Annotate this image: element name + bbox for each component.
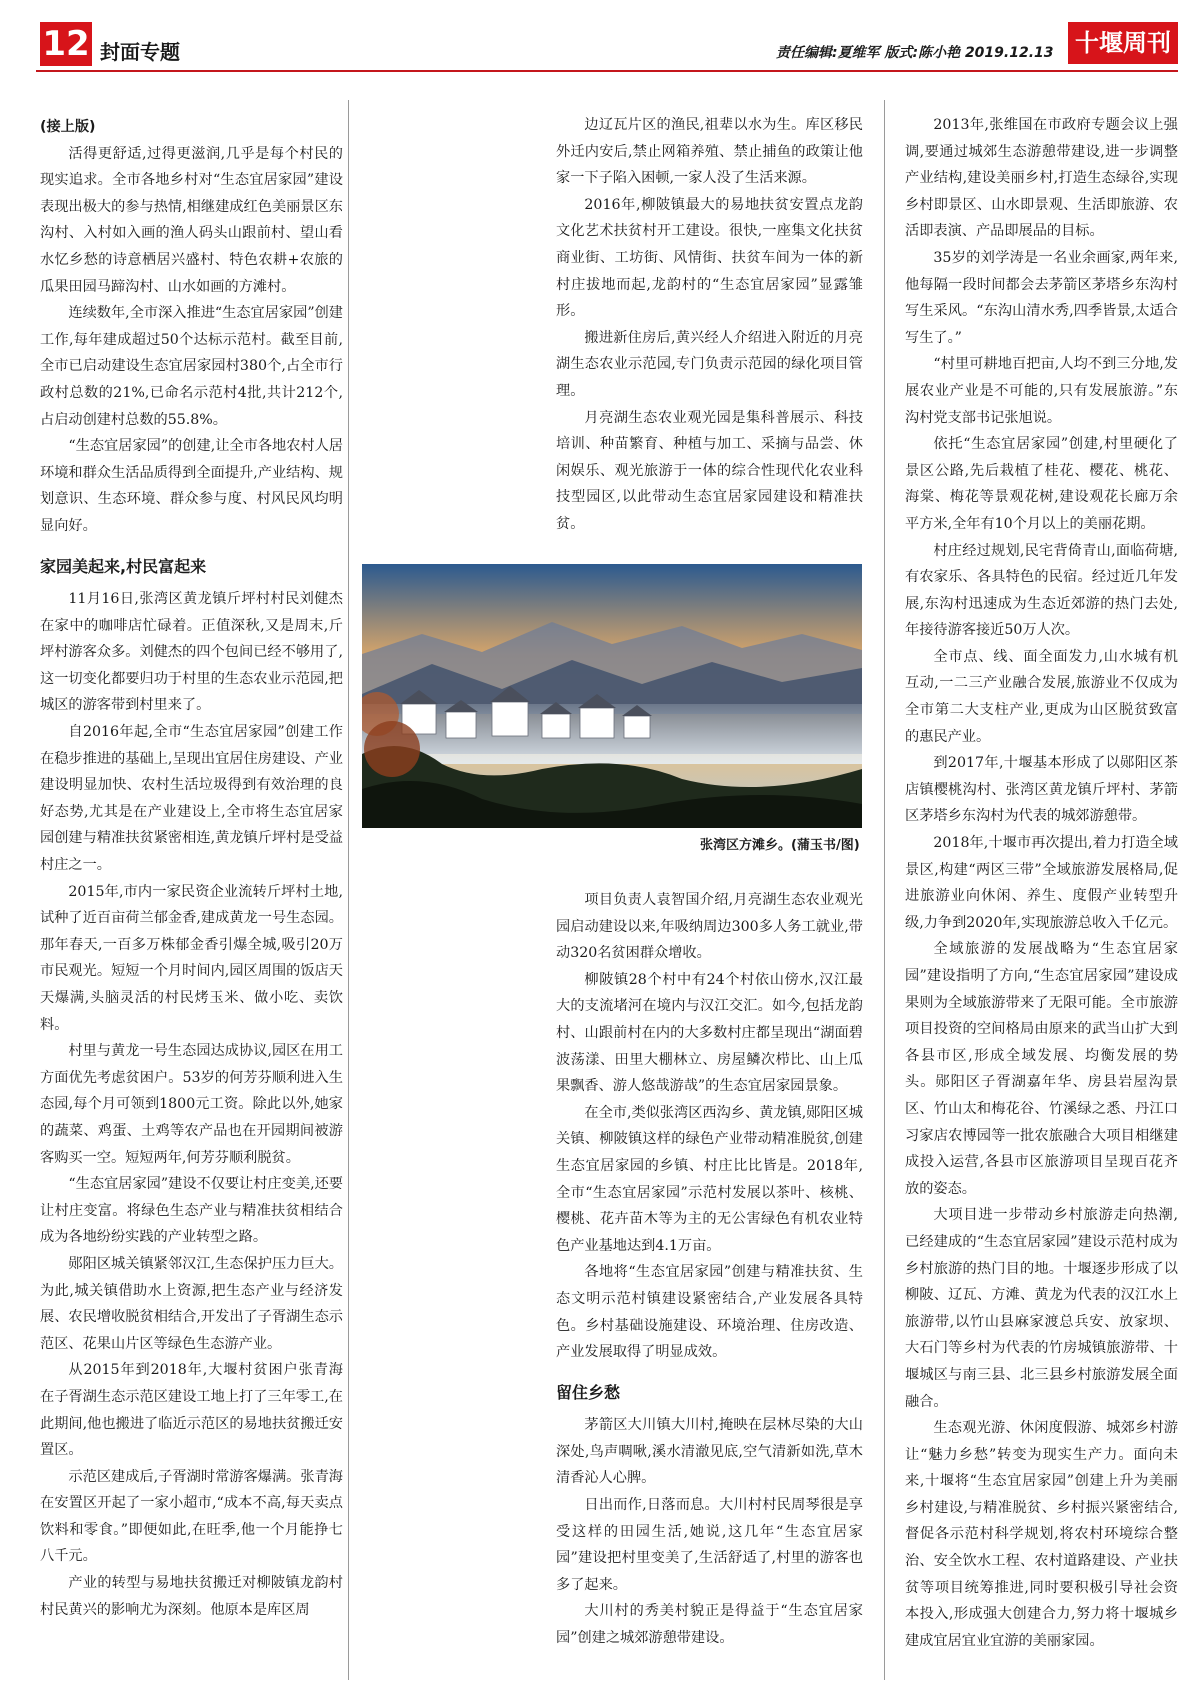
paragraph: 村里与黄龙一号生态园达成协议,园区在用工方面优先考虑贫困户。53岁的何芳芬顺利进入生态园,每个月可领到1800元工资。除此以外,她家的蔬菜、鸡蛋、土鸡等农产品也在开园期间被游客购买一空。短短两年,何芳芬顺利脱贫。 — [40, 1043, 343, 1166]
paragraph: 2015年,市内一家民资企业流转斤坪村土地,试种了近百亩荷兰郁金香,建成黄龙一号生态园。那年春天,一百多万株郁金香引爆全城,吸引20万市民观光。短短一个月时间内,园区周围的饭店天天爆满,头脑灵活的村民烤玉米、做小吃、卖饮料。 — [40, 883, 343, 1033]
column-3 — [905, 112, 1178, 1654]
paragraph: 11月16日,张湾区黄龙镇斤坪村村民刘健杰在家中的咖啡店忙碌着。正值深秋,又是周末,斤坪村游客众多。刘健杰的四个包间已经不够用了,这一切变化都要归功于村里的生态农业示范园,把城区的游客带到村里来了。 — [40, 591, 343, 714]
paragraph: 2018年,十堰市再次提出,着力打造全域景区,构建“两区三带”全域旅游发展格局,促进旅游业向休闲、养生、度假产业转型升级,力争到2020年,实现旅游总收入千亿元。 — [905, 835, 1178, 931]
paragraph: 搬进新住房后,黄兴经人介绍进入附近的月亮湖生态农业示范园,专门负责示范园的绿化项目管理。 — [556, 329, 863, 399]
column-divider — [884, 100, 885, 1680]
masthead-logo: 十堰周刊 — [1068, 22, 1178, 64]
paragraph: 活得更舒适,过得更滋润,几乎是每个村民的现实追求。全市各地乡村对“生态宜居家园”建设表现出极大的参与热情,相继建成红色美丽景区东沟村、入村如入画的渔人码头山跟前村、望山看水忆乡愁的诗意栖居兴盛村、特色农耕+农旅的瓜果田园马蹄沟村、山水如画的方滩村。 — [40, 145, 343, 295]
paragraph: 从2015年到2018年,大堰村贫困户张青海在子胥湖生态示范区建设工地上打了三年零工,在此期间,他也搬进了临近示范区的易地扶贫搬迁安置区。 — [40, 1362, 343, 1459]
continued-label: (接上版) — [40, 119, 96, 135]
column-2-top — [556, 112, 863, 538]
paragraph: 全域旅游的发展战略为“生态宜居家园”建设指明了方向,“生态宜居家园”建设成果则为全域旅游带来了无限可能。全市旅游项目投资的空间格局由原来的武当山扩大到各县市区,形成全域发展、均衡发展的势头。郧阳区子胥湖嘉年华、房县岩屋沟景区、竹山太和梅花谷、竹溪绿之悉、丹江口习家店农博园等一批农旅融合大项目相继建成投入运营,各县市区旅游项目呈现百花齐放的姿态。 — [905, 941, 1178, 1197]
photo-caption: 张湾区方滩乡。(蒲玉书/图) — [700, 838, 860, 853]
paragraph: 柳陂镇28个村中有24个村依山傍水,汉江最大的支流堵河在境内与汉江交汇。如今,包括龙韵村、山跟前村在内的大多数村庄都呈现出“湖面碧波荡漾、田里大棚林立、房屋鳞次栉比、山上瓜果飘香、游人悠哉游哉”的生态宜居家园景象。 — [556, 971, 863, 1095]
paragraph: 依托“生态宜居家园”创建,村里硬化了景区公路,先后栽植了桂花、樱花、桃花、海棠、梅花等景观花树,建设观花长廊万余平方米,全年有10个月以上的美丽花期。 — [905, 436, 1178, 532]
header-rule — [36, 70, 1178, 72]
paragraph: 自2016年起,全市“生态宜居家园”创建工作在稳步推进的基础上,呈现出宜居住房建设、产业建设明显加快、农村生活垃圾得到有效治理的良好态势,尤其是在产业建设上,全市将生态宜居家园创建与精准扶贫紧密相连,黄龙镇斤坪村是受益村庄之一。 — [40, 724, 343, 874]
paragraph: 郧阳区城关镇紧邻汉江,生态保护压力巨大。为此,城关镇借助水上资源,把生态产业与经济发展、农民增收脱贫相结合,开发出了子胥湖生态示范区、花果山片区等绿色生态游产业。 — [40, 1255, 343, 1352]
paragraph: 全市点、线、面全面发力,山水城有机互动,一二三产业融合发展,旅游业不仅成为全市第二大支柱产业,更成为山区脱贫致富的惠民产业。 — [905, 648, 1178, 745]
paragraph: 在全市,类似张湾区西沟乡、黄龙镇,郧阳区城关镇、柳陂镇这样的绿色产业带动精准脱贫,创建生态宜居家园的乡镇、村庄比比皆是。2018年,全市“生态宜居家园”示范村发展以茶叶、核桃、樱桃、花卉苗木等为主的无公害绿色有机农业特色产业基地达到4.1万亩。 — [556, 1104, 863, 1254]
column-divider — [348, 100, 349, 1680]
paragraph: “生态宜居家园”建设不仅要让村庄变美,还要让村庄变富。将绿色生态产业与精准扶贫相结合成为各地纷纷实践的产业转型之路。 — [40, 1176, 343, 1246]
paragraph: 示范区建成后,子胥湖时常游客爆满。张青海在安置区开起了一家小超市,“成本不高,每天卖点饮料和零食。”即便如此,在旺季,他一个月能挣七八千元。 — [40, 1468, 343, 1565]
paragraph: 大川村的秀美村貌正是得益于“生态宜居家园”创建之城郊游憩带建设。 — [556, 1603, 863, 1647]
paragraph: 35岁的刘学涛是一名业余画家,两年来,他每隔一段时间都会去茅箭区茅塔乡东沟村写生采风。“东沟山清水秀,四季皆景,太适合写生了。” — [905, 249, 1178, 346]
paragraph: “村里可耕地百把亩,人均不到三分地,发展农业产业是不可能的,只有发展旅游。”东沟村党支部书记张旭说。 — [905, 356, 1178, 426]
paragraph: 项目负责人袁智国介绍,月亮湖生态农业观光园启动建设以来,年吸纳周边300多人务工就业,带动320名贫困群众增收。 — [556, 892, 863, 962]
paragraph: 日出而作,日落而息。大川村村民周琴很是享受这样的田园生活,她说,这几年“生态宜居家园”建设把村里变美了,生活舒适了,村里的游客也多了起来。 — [556, 1497, 863, 1593]
landscape-photo — [362, 564, 862, 828]
paragraph: 2013年,张维国在市政府专题会议上强调,要通过城郊生态游憩带建设,进一步调整产业结构,建设美丽乡村,打造生态绿谷,实现乡村即景区、山水即景观、生活即旅游、农活即表演、产品即展品的目标。 — [905, 117, 1178, 240]
paragraph: 大项目进一步带动乡村旅游走向热潮,已经建成的“生态宜居家园”建设示范村成为乡村旅游的热门目的地。十堰逐步形成了以柳陂、辽瓦、方滩、黄龙为代表的汉江水上旅游带,以竹山县麻家渡总兵安、放家坝、大石门等乡村为代表的竹房城镇旅游带、十堰城区与南三县、北三县乡村旅游发展全面融合。 — [905, 1207, 1178, 1410]
paragraph: 各地将“生态宜居家园”创建与精准扶贫、生态文明示范村镇建设紧密结合,产业发展各具特色。乡村基础设施建设、环境治理、住房改造、产业发展取得了明显成效。 — [556, 1264, 863, 1361]
paragraph: 边辽瓦片区的渔民,祖辈以水为生。库区移民外迁内安后,禁止网箱养殖、禁止捕鱼的政策让他家一下子陷入困顿,一家人没了生活来源。 — [556, 117, 863, 187]
paragraph: 生态观光游、休闲度假游、城郊乡村游让“魅力乡愁”转变为现实生产力。面向未来,十堰将“生态宜居家园”创建上升为美丽乡村建设,与精准脱贫、乡村振兴紧密结合,督促各示范村科学规划,将农村环境综合整治、安全饮水工程、农村道路建设、产业扶贫等项目统筹推进,同时要积极引导社会资本投入,形成强大创建合力,努力将十堰城乡建成宜居宜业宜游的美丽家园。 — [905, 1420, 1178, 1649]
page-header — [36, 22, 1178, 70]
paragraph: 连续数年,全市深入推进“生态宜居家园”创建工作,每年建成超过50个达标示范村。截至目前,全市已启动建设生态宜居家园村380个,占全市行政村总数的21%,已命名示范村4批,共计212个,占启动创建村总数的55.8%。 — [40, 305, 343, 428]
paragraph: “生态宜居家园”的创建,让全市各地农村人居环境和群众生活品质得到全面提升,产业结构、规划意识、生态环境、群众参与度、村风民风均明显向好。 — [40, 438, 343, 534]
paragraph: 到2017年,十堰基本形成了以郧阳区茶店镇樱桃沟村、张湾区黄龙镇斤坪村、茅箭区茅塔乡东沟村为代表的城郊游憩带。 — [905, 755, 1178, 825]
paragraph: 村庄经过规划,民宅背倚青山,面临荷塘,有农家乐、各具特色的民宿。经过近几年发展,东沟村迅速成为生态近郊游的热门去处,年接待游客接近50万人次。 — [905, 542, 1178, 639]
section-title: 封面专题 — [100, 40, 180, 64]
paragraph: 月亮湖生态农业观光园是集科普展示、科技培训、种苗繁育、种植与加工、采摘与品尝、休闲娱乐、观光旅游于一体的综合性现代化农业科技型园区,以此带动生态宜居家园建设和精准扶贫。 — [556, 409, 863, 532]
paragraph: 茅箭区大川镇大川村,掩映在层林尽染的大山深处,鸟声啁啾,溪水清澈见底,空气清新如洗,草木清香沁人心脾。 — [556, 1417, 863, 1487]
subheading: 家园美起来,村民富起来 — [40, 556, 207, 576]
column-1 — [40, 114, 343, 1623]
column-2-bottom — [556, 887, 863, 1652]
page-number: 12 — [40, 22, 92, 66]
subheading: 留住乡愁 — [556, 1382, 621, 1402]
editor-credits: 责任编辑:夏维军 版式:陈小艳 2019.12.13 — [776, 45, 1054, 61]
paragraph: 产业的转型与易地扶贫搬迁对柳陂镇龙韵村村民黄兴的影响尤为深刻。他原本是库区周 — [40, 1575, 343, 1618]
paragraph: 2016年,柳陂镇最大的易地扶贫安置点龙韵文化艺术扶贫村开工建设。很快,一座集文化扶贫商业街、工坊街、风情街、扶贫车间为一体的新村庄拔地而起,龙韵村的“生态宜居家园”显露雏形。 — [556, 196, 863, 320]
